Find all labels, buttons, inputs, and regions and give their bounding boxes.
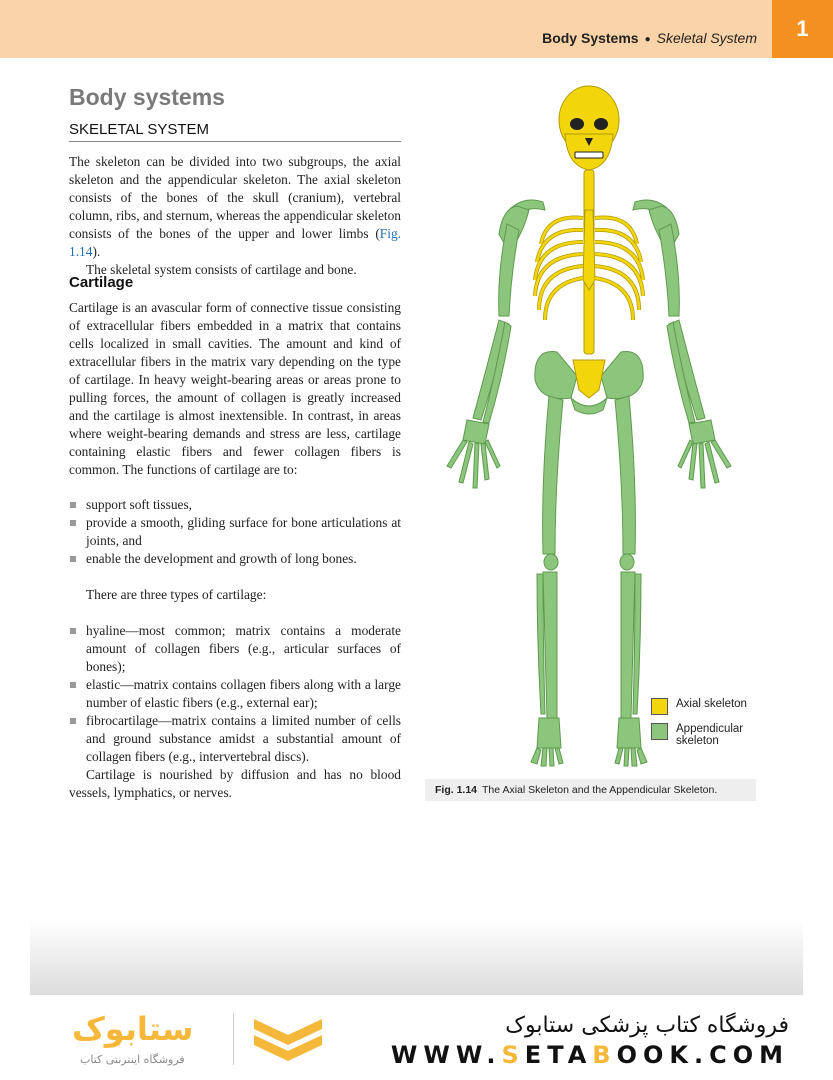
header-section: Body Systems (542, 30, 639, 46)
list-item-text: hyaline—most common; matrix contains a moderate amount of collagen fibers (e.g., articular surfaces of bones); (86, 623, 401, 674)
bullet-dot-icon: ● (644, 34, 651, 45)
list-item (69, 514, 401, 550)
square-bullet-icon (70, 718, 76, 724)
publisher-logo-subtitle: فروشگاه اینترنتی کتاب (80, 1053, 185, 1066)
list-item (69, 496, 401, 514)
url-part: OOK.COM (616, 1041, 789, 1069)
page-bottom-shadow (30, 920, 803, 995)
square-bullet-icon (70, 502, 76, 508)
url-part-highlight: B (592, 1041, 617, 1069)
list-item (69, 550, 401, 568)
logo-divider (233, 1013, 234, 1065)
intro-p1-end: ). (92, 244, 101, 259)
publisher-logo-text: ستابوک (72, 1010, 194, 1048)
list-item-text: elastic—matrix contains collagen fibers along with a large number of elastic fibers (e.g., external ear); (86, 677, 401, 710)
list-item-text: support soft tissues, (86, 497, 193, 512)
legend-label-axial: Axial skeleton (676, 698, 747, 710)
subsection-title: SKELETAL SYSTEM (69, 121, 401, 142)
figure-caption-label: Fig. 1.14 (435, 784, 478, 796)
square-bullet-icon (70, 682, 76, 688)
figure-caption (425, 779, 756, 801)
figure-legend (651, 698, 747, 755)
url-part: ETA (524, 1041, 593, 1069)
square-bullet-icon (70, 520, 76, 526)
square-bullet-icon (70, 628, 76, 634)
skeleton-illustration (425, 84, 756, 774)
figure-caption-text: The Axial Skeleton and the Appendicular Skeleton. (482, 784, 718, 796)
store-url[interactable] (391, 1041, 789, 1069)
legend-item-axial (651, 698, 747, 715)
cartilage-paragraph-1: Cartilage is an avascular form of connective tissue consisting of extracellular fibers embedded in a matrix that contains cells localized in small cavities. The amount and kind of extracellular fibers in the matrix vary depending on the type of cartilage. In heavy weight-bearing areas or areas prone to pulling forces, the amount of collagen is greatly increased and the cartilage is almost inextensible. In contrast, in areas where weight-bearing demands and stress are less, cartilage containing elastic fibers and fewer collagen fibers is common. The functions of cartilage are to: (69, 300, 401, 477)
publisher-logo-icon (248, 1013, 328, 1069)
types-intro: There are three types of cartilage: (86, 587, 267, 602)
closing-paragraph: Cartilage is nourished by diffusion and has no blood vessels, lymphatics, or nerves. (69, 767, 401, 800)
legend-label-appendicular: Appendicular skeleton (676, 723, 744, 747)
legend-swatch-appendicular (651, 723, 668, 740)
cartilage-heading: Cartilage (69, 274, 134, 291)
list-item (69, 712, 401, 766)
list-item-text: enable the development and growth of long bones. (86, 551, 357, 566)
list-item-text: provide a smooth, gliding surface for bone articulations at joints, and (86, 515, 401, 548)
cartilage-text (69, 299, 401, 479)
functions-list (69, 496, 401, 568)
intro-paragraph-2: The skeletal system consists of cartilage and bone. (86, 262, 357, 277)
page-number: 1 (772, 0, 833, 58)
list-item-text: fibrocartilage—matrix contains a limited number of cells and ground substance amidst a substantial amount of collagen fibers (e.g., intervertebral discs). (86, 713, 401, 764)
store-name: فروشگاه کتاب پزشکی ستابوک (505, 1013, 789, 1038)
running-header-text (542, 30, 757, 46)
types-list (69, 622, 401, 766)
legend-item-appendicular (651, 723, 747, 747)
intro-paragraph-1 (69, 153, 401, 261)
list-item (69, 676, 401, 712)
skeleton-figure (425, 84, 756, 784)
publisher-banner (0, 995, 833, 1080)
running-header (0, 0, 833, 58)
section-title: Body systems (69, 84, 225, 110)
header-subsection: Skeletal System (656, 30, 757, 46)
legend-swatch-axial (651, 698, 668, 715)
url-part: WWW. (390, 1041, 502, 1069)
figure-reference-link[interactable]: Fig. 1.14 (69, 226, 401, 259)
url-part-highlight: S (501, 1041, 525, 1069)
intro-p1-text: The skeleton can be divided into two subgroups, the axial skeleton and the appendicular skeleton. The axial skeleton consists of the bones of the skull (cranium), vertebral column, ribs, and sternum, whereas the appendicular skeleton consists of the bones of the upper and lower limbs ( (69, 154, 401, 241)
intro-text (69, 153, 401, 279)
list-item (69, 622, 401, 676)
square-bullet-icon (70, 556, 76, 562)
